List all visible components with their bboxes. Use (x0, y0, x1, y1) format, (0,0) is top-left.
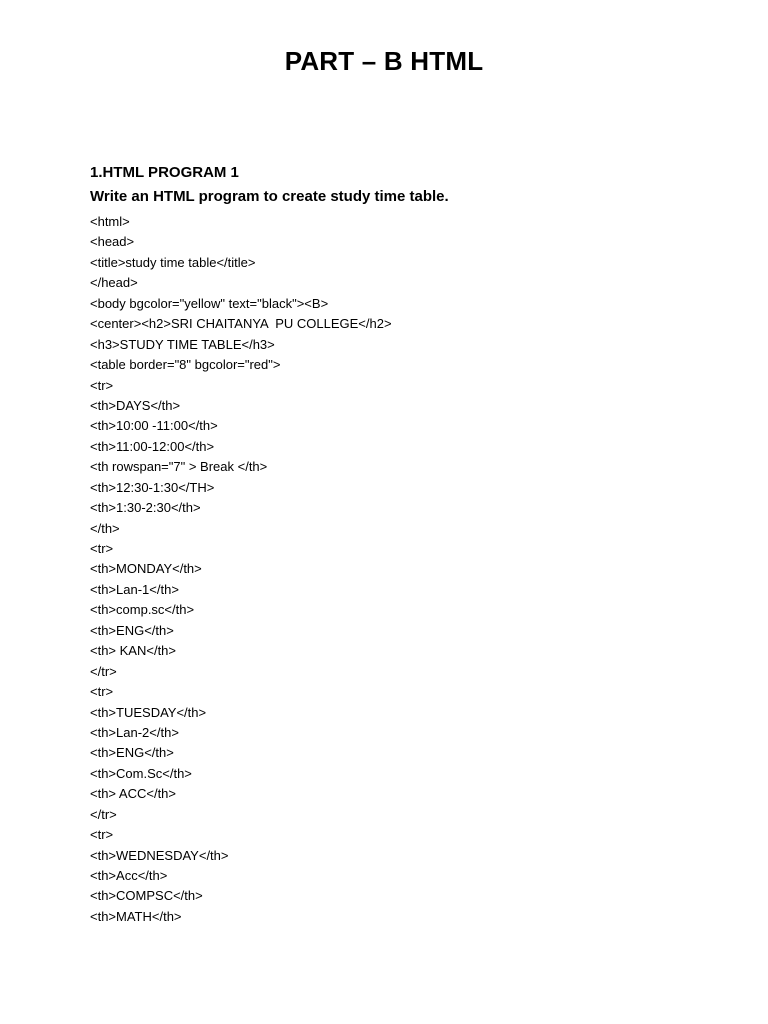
code-line: <th>DAYS</th> (90, 397, 181, 413)
code-line: <th> KAN</th> (90, 643, 177, 659)
code-line: <th>ENG</th> (90, 622, 174, 638)
code-line: <tr> (90, 541, 114, 556)
code-line: <html> (90, 214, 130, 229)
code-line: <th>MONDAY</th> (90, 561, 202, 577)
section-question: Write an HTML program to create study time table. (90, 188, 449, 205)
code-line: <h3>STUDY TIME TABLE</h3> (90, 336, 275, 352)
code-line: <th rowspan="7" > Break </th> (90, 459, 268, 475)
code-line: <tr> (90, 827, 114, 843)
code-line: </tr> (90, 663, 117, 679)
code-line: <th>Com.Sc</th> (90, 765, 192, 781)
code-line: </tr> (90, 806, 117, 822)
code-line: <th>COMPSC</th> (90, 888, 203, 904)
code-line: <title>study time table</title> (90, 254, 256, 270)
code-line: <th>12:30-1:30</TH> (90, 479, 215, 495)
code-line: <th>TUESDAY</th> (90, 704, 207, 720)
code-line: <tr> (90, 684, 114, 700)
code-line: <head> (90, 234, 135, 250)
code-line: <th>11:00-12:00</th> (90, 438, 215, 454)
code-line: <th>10:00 -11:00</th> (90, 418, 218, 434)
code-line: <tr> (90, 377, 114, 393)
code-line: <th>Lan-2</th> (90, 724, 179, 740)
code-line: <th>WEDNESDAY</th> (90, 847, 229, 863)
code-line: <th>1:30-2:30</th> (90, 500, 201, 516)
code-line: <th> ACC</th> (90, 786, 177, 802)
section-heading: 1.HTML PROGRAM 1 (90, 164, 239, 181)
code-line: <th>comp.sc</th> (90, 602, 195, 618)
code-line: <table border="8" bgcolor="red"> (90, 357, 281, 373)
code-line: </head> (90, 275, 138, 291)
code-line: </th> (90, 520, 120, 536)
code-line: <th>ENG</th> (90, 745, 174, 761)
page-title: PART – B HTML (284, 46, 484, 76)
code-listing (90, 212, 730, 927)
code-line: <th>MATH</th> (90, 908, 182, 924)
code-line: <th>Acc</th> (90, 868, 168, 883)
code-line: <center><h2>SRI CHAITANYA PU COLLEGE</h2> (90, 316, 392, 332)
code-line: <th>Lan-1</th> (90, 581, 179, 597)
code-line: <body bgcolor="yellow" text="black"><B> (90, 295, 329, 311)
